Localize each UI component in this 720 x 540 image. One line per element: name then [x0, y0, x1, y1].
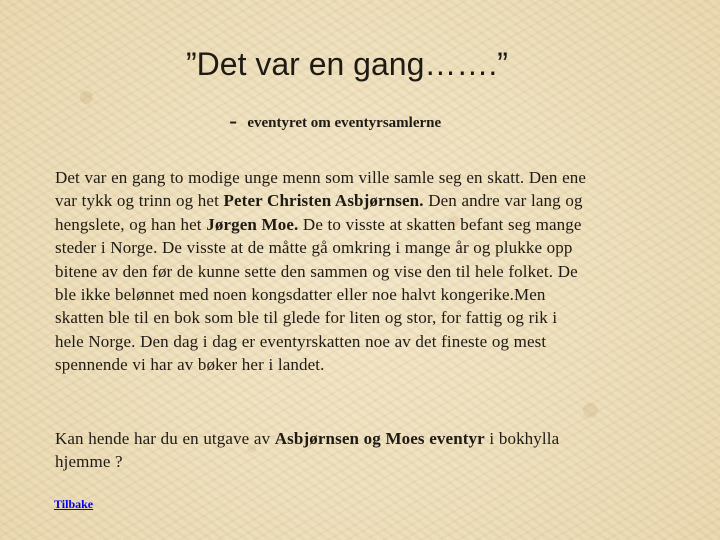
story-line: spennende vi har av bøker her i landet.: [55, 355, 325, 375]
subtitle-text: eventyret om eventyrsamlerne: [247, 115, 442, 131]
story-paragraph: [55, 166, 677, 377]
story-line: [55, 213, 677, 236]
story-text: De to visste at skatten befant seg mange: [298, 214, 582, 234]
question-line: [55, 427, 677, 450]
question-text: Kan hende har du en utgave av: [55, 429, 275, 448]
story-line: ble ikke belønnet med noen kongsdatter eller noe halvt kongerike.Men: [55, 285, 546, 305]
story-text: var tykk og trinn og het: [55, 191, 224, 211]
book-title: Asbjørnsen og Moes eventyr: [274, 429, 485, 448]
question-paragraph: [55, 427, 677, 474]
subtitle-dash: -: [229, 107, 238, 135]
story-line: hele Norge. Den dag i dag er eventyrskatten noe av det fineste og mest: [55, 331, 547, 351]
question-line: hjemme ?: [55, 452, 123, 472]
page-subtitle: [229, 107, 442, 136]
story-line: skatten ble til en bok som ble til glede for liten og stor, for fattig og rik i: [55, 308, 558, 328]
back-link[interactable]: Tilbake: [54, 497, 94, 511]
story-line: bitene av den før de kunne sette den sammen og vise den til hele folket. De: [55, 261, 578, 281]
story-line: [55, 189, 677, 212]
page-title: ”Det var en gang…….”: [186, 46, 508, 82]
story-line: Det var en gang to modige unge menn som ville samle seg en skatt. Den ene: [55, 168, 587, 187]
name-asbjornsen: Peter Christen Asbjørnsen.: [223, 191, 424, 211]
story-text: Den andre var lang og: [423, 191, 583, 211]
story-line: steder i Norge. De visste at de måtte gå omkring i mange år og plukke opp: [55, 238, 573, 258]
question-text: i bokhylla: [484, 429, 560, 448]
name-moe: Jørgen Moe.: [206, 214, 299, 234]
story-text: hengslete, og han het: [55, 214, 207, 234]
